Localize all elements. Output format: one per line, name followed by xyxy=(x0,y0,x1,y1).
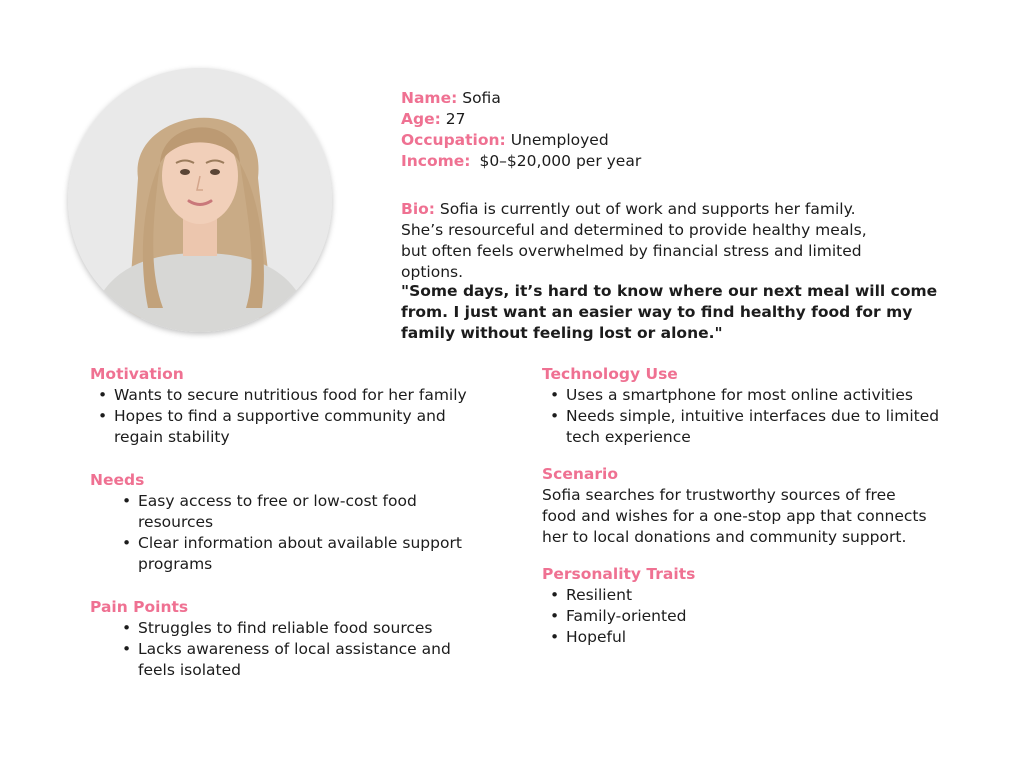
list-item: • Hopes to find a supportive community and regain stability xyxy=(90,406,470,448)
scenario-title: Scenario xyxy=(542,465,618,483)
needs-list xyxy=(114,491,470,575)
pain-points-list xyxy=(114,618,470,681)
list-item: • Wants to secure nutritious food for her family xyxy=(90,385,470,406)
technology-list xyxy=(542,385,942,448)
list-item: • Needs simple, intuitive interfaces due to limited tech experience xyxy=(542,406,942,448)
occupation-row xyxy=(401,130,961,151)
list-item: • Clear information about available support programs xyxy=(114,533,470,575)
bio-text: Sofia is currently out of work and supports her family. She’s resourceful and determined to provide healthy meals, but often feels overwhelmed by financial stress and limited options. xyxy=(401,200,867,281)
technology-title: Technology Use xyxy=(542,365,678,383)
needs-title: Needs xyxy=(90,471,145,489)
profile-details xyxy=(401,88,961,172)
pain-points-section xyxy=(90,597,470,681)
motivation-title: Motivation xyxy=(90,365,184,383)
bio xyxy=(401,199,893,283)
name-row xyxy=(401,88,961,109)
avatar xyxy=(68,68,332,332)
list-item: • Uses a smartphone for most online activities xyxy=(542,385,942,406)
personality-list xyxy=(542,585,932,648)
name-value: Sofia xyxy=(462,89,501,107)
quote: "Some days, it’s hard to know where our next meal will come from. I just want an easier way to find healthy food for my family without feeling lost or alone." xyxy=(401,282,938,342)
scenario-text: Sofia searches for trustworthy sources of free food and wishes for a one-stop app that connects her to local donations and community support. xyxy=(542,486,927,546)
bio-label: Bio: xyxy=(401,200,435,218)
age-value: 27 xyxy=(445,110,466,128)
motivation-list xyxy=(90,385,470,448)
motivation-section xyxy=(90,364,470,448)
income-label: Income: xyxy=(401,152,471,170)
personality-title: Personality Traits xyxy=(542,565,696,583)
list-item: • Lacks awareness of local assistance and feels isolated xyxy=(114,639,470,681)
age-row xyxy=(401,109,961,130)
scenario-section xyxy=(542,464,932,548)
list-item: • Hopeful xyxy=(542,627,932,648)
income-row xyxy=(401,151,961,172)
income-value: $0–$20,000 per year xyxy=(479,152,642,170)
list-item: • Family-oriented xyxy=(542,606,932,627)
occupation-value: Unemployed xyxy=(510,131,609,149)
name-label: Name: xyxy=(401,89,458,107)
list-item: • Struggles to find reliable food sources xyxy=(114,618,470,639)
needs-section xyxy=(90,470,470,575)
list-item: • Easy access to free or low-cost food resources xyxy=(114,491,470,533)
technology-section xyxy=(542,364,942,448)
occupation-label: Occupation: xyxy=(401,131,506,149)
age-label: Age: xyxy=(401,110,441,128)
personality-section xyxy=(542,564,932,648)
list-item: • Resilient xyxy=(542,585,932,606)
pain-points-title: Pain Points xyxy=(90,598,189,616)
